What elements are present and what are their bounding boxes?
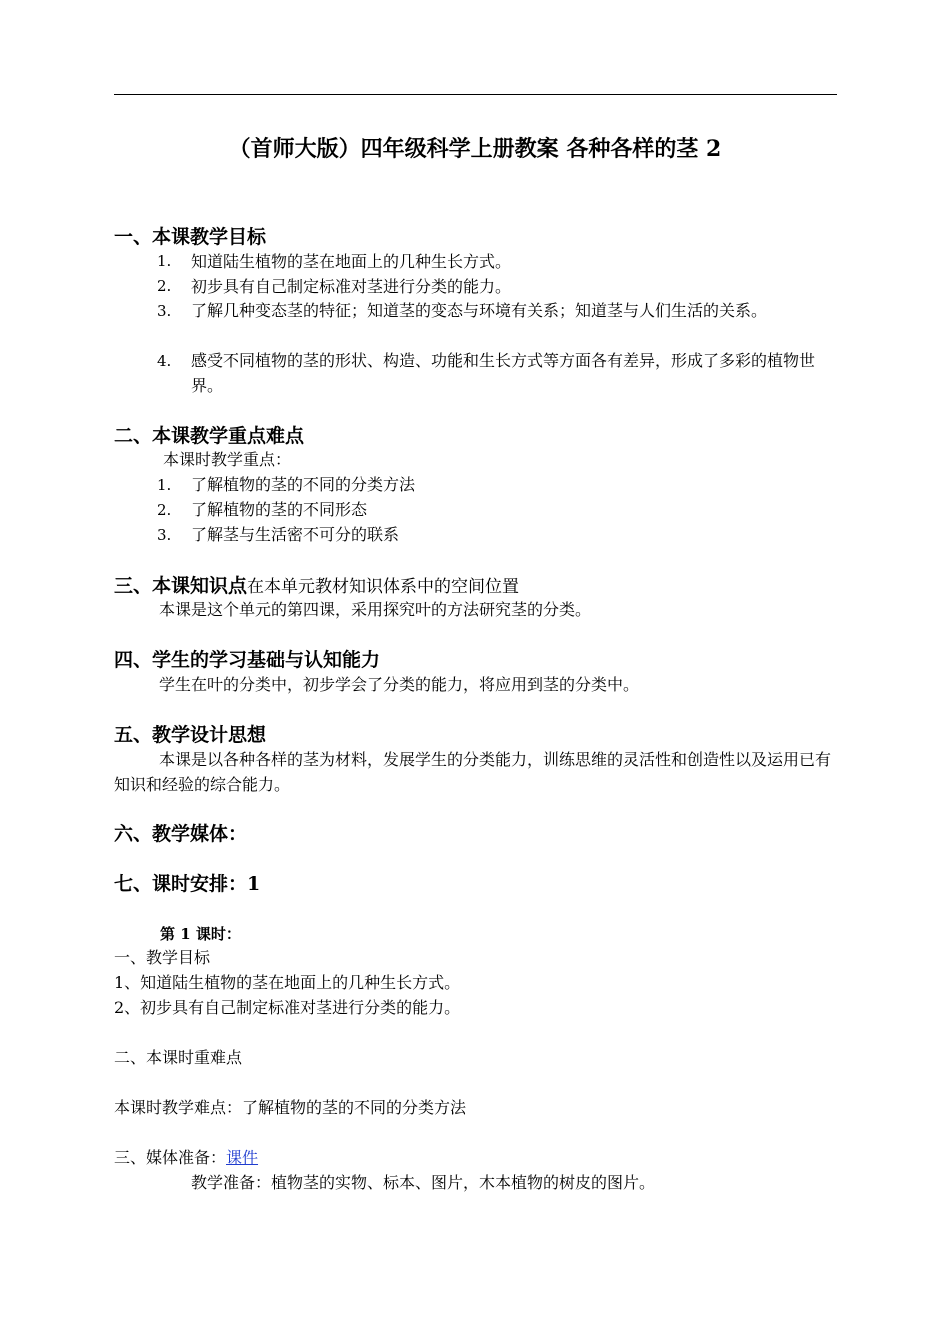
section-3-heading	[114, 573, 519, 600]
lesson-label: 第 1 课时：	[160, 925, 241, 943]
section-4-heading: 四、学生的学习基础与认知能力	[114, 649, 381, 671]
courseware-link[interactable]: 课件	[226, 1148, 259, 1167]
list-number: 3.	[157, 302, 172, 320]
list-number: 2.	[157, 277, 172, 295]
section-1-heading: 一、本课教学目标	[114, 226, 267, 248]
lesson-goal-2: 2、初步具有自己制定标准对茎进行分类的能力。	[114, 998, 461, 1017]
lesson-media-label: 三、媒体准备：	[114, 1148, 227, 1167]
section-2-intro: 本课时教学重点：	[163, 450, 292, 469]
lesson-media	[114, 1146, 258, 1170]
list-number: 1.	[157, 252, 172, 270]
section-6-heading: 六、教学媒体：	[114, 823, 248, 845]
section-2-heading: 二、本课教学重点难点	[114, 425, 305, 447]
section-3-body: 本课是这个单元的第四课，采用探究叶的方法研究茎的分类。	[159, 600, 592, 619]
section-3-heading-bold: 三、本课知识点	[114, 575, 248, 597]
section-3-heading-rest: 在本单元教材知识体系中的空间位置	[247, 577, 520, 597]
lesson-goal-1: 1、知道陆生植物的茎在地面上的几种生长方式。	[114, 973, 461, 992]
lesson-prep: 教学准备：植物茎的实物、标本、图片，木本植物的树皮的图片。	[191, 1173, 656, 1192]
list-item: 了解植物的茎的不同的分类方法	[191, 475, 416, 494]
document-title: （首师大版）四年级科学上册教案 各种各样的茎 2	[228, 136, 722, 162]
header-rule	[114, 94, 837, 95]
list-item: 初步具有自己制定标准对茎进行分类的能力。	[191, 277, 512, 296]
list-item: 了解茎与生活密不可分的联系	[191, 525, 400, 544]
list-item: 感受不同植物的茎的形状、构造、功能和生长方式等方面各有差异，形成了多彩的植物世界。	[191, 351, 816, 395]
section-4-body: 学生在叶的分类中，初步学会了分类的能力，将应用到茎的分类中。	[159, 675, 640, 694]
lesson-difficulty: 本课时教学难点：了解植物的茎的不同的分类方法	[114, 1098, 467, 1117]
lesson-goal-heading: 一、教学目标	[114, 948, 211, 967]
lesson-difficulty-heading: 二、本课时重难点	[114, 1048, 243, 1067]
list-number: 4.	[157, 352, 172, 370]
list-number: 2.	[157, 501, 172, 519]
list-number: 3.	[157, 526, 172, 544]
list-number: 1.	[157, 476, 172, 494]
section-5-body: 本课是以各种各样的茎为材料，发展学生的分类能力，训练思维的灵活性和创造性以及运用已有知识和经验的综合能力。	[114, 750, 832, 794]
section-7-heading: 七、课时安排：1	[114, 873, 261, 895]
list-item: 了解几种变态茎的特征；知道茎的变态与环境有关系；知道茎与人们生活的关系。	[191, 301, 768, 320]
list-item: 知道陆生植物的茎在地面上的几种生长方式。	[191, 252, 512, 271]
section-5-heading: 五、教学设计思想	[114, 724, 267, 746]
list-item: 了解植物的茎的不同形态	[191, 500, 368, 519]
